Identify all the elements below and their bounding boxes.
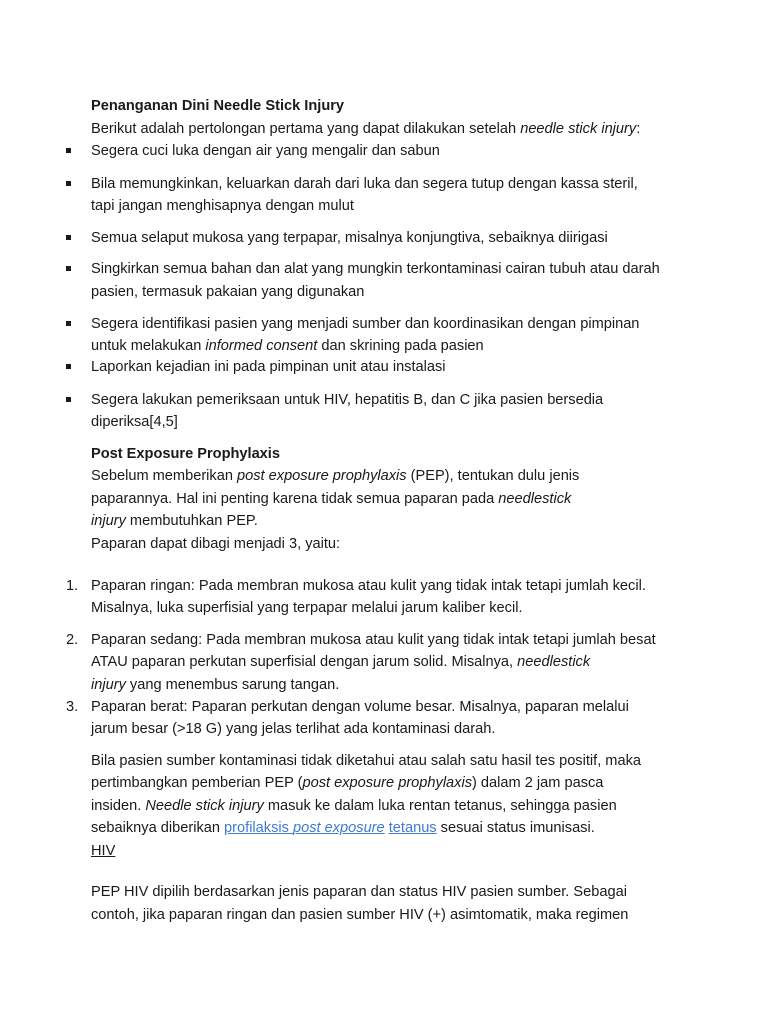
bullet-item-line: tapi jangan menghisapnya dengan mulut: [91, 198, 354, 214]
bullet-item: Laporkan kejadian ini pada pimpinan unit atau instalasi: [91, 359, 446, 375]
list-number: 1.: [66, 578, 79, 594]
tetanus-link[interactable]: tetanus: [388, 820, 437, 836]
pep-paragraph-line: Sebelum memberikan post exposure prophylaxis (PEP), tentukan dulu jenis: [91, 468, 580, 484]
hiv-heading-link[interactable]: HIV: [91, 843, 116, 859]
bullet-item-line: diperiksa[4,5]: [91, 414, 178, 430]
numbered-item-line: injury yang menembus sarung tangan.: [91, 677, 340, 693]
pep-intro-list: Paparan dapat dibagi menjadi 3, yaitu:: [91, 536, 341, 552]
paragraph-line: insiden. Needle stick injury masuk ke dalam luka rentan tetanus, sehingga pasien: [91, 798, 617, 814]
paragraph-line: sebaiknya diberikan profilaksis post exposure tetanus sesuai status imunisasi.: [91, 820, 595, 836]
pep-paragraph-line: paparannya. Hal ini penting karena tidak semua paparan pada needlestick: [91, 491, 572, 507]
numbered-item-line: Paparan berat: Paparan perkutan dengan volume besar. Misalnya, paparan melalui: [91, 699, 629, 715]
bullet-item-line: Singkirkan semua bahan dan alat yang mungkin terkontaminasi cairan tubuh atau darah: [91, 261, 660, 277]
bullet-icon: [66, 142, 74, 160]
bullet-item-line: Bila memungkinkan, keluarkan darah dari luka dan segera tutup dengan kassa steril,: [91, 176, 638, 192]
bullet-icon: [66, 260, 74, 278]
numbered-item-line: jarum besar (>18 G) yang jelas terlihat ada kontaminasi darah.: [91, 721, 496, 737]
paragraph-line: contoh, jika paparan ringan dan pasien sumber HIV (+) asimtomatik, maka regimen: [91, 907, 629, 923]
paragraph-line: pertimbangkan pemberian PEP (post exposure prophylaxis) dalam 2 jam pasca: [91, 775, 604, 791]
bullet-icon: [66, 391, 74, 409]
paragraph-line: PEP HIV dipilih berdasarkan jenis paparan dan status HIV pasien sumber. Sebagai: [91, 884, 627, 900]
section-title-penanganan: Penanganan Dini Needle Stick Injury: [91, 98, 345, 114]
section-title-pep: Post Exposure Prophylaxis: [91, 446, 280, 462]
numbered-item-line: ATAU paparan perkutan superfisial dengan jarum solid. Misalnya, needlestick: [91, 654, 591, 670]
numbered-item-line: Misalnya, luka superfisial yang terpapar melalui jarum kaliber kecil.: [91, 600, 523, 616]
bullet-icon: [66, 229, 74, 247]
bullet-item-line: pasien, termasuk pakaian yang digunakan: [91, 284, 365, 300]
pep-paragraph-line: injury membutuhkan PEP.: [91, 513, 258, 529]
bullet-icon: [66, 175, 74, 193]
bullet-icon: [66, 315, 74, 333]
bullet-item-line: Segera identifikasi pasien yang menjadi sumber dan koordinasikan dengan pimpinan: [91, 316, 640, 332]
bullet-item: Segera cuci luka dengan air yang mengalir dan sabun: [91, 143, 440, 159]
bullet-item-line: untuk melakukan informed consent dan skrining pada pasien: [91, 338, 484, 354]
bullet-item-line: Segera lakukan pemeriksaan untuk HIV, hepatitis B, dan C jika pasien bersedia: [91, 392, 604, 408]
profilaksis-link[interactable]: profilaksis post exposure: [224, 820, 385, 836]
bullet-item: Semua selaput mukosa yang terpapar, misalnya konjungtiva, sebaiknya diirigasi: [91, 230, 608, 246]
numbered-item-line: Paparan ringan: Pada membran mukosa atau kulit yang tidak intak tetapi jumlah kecil.: [91, 578, 646, 594]
numbered-item-line: Paparan sedang: Pada membran mukosa atau kulit yang tidak intak tetapi jumlah besat: [91, 632, 656, 648]
paragraph-line: Bila pasien sumber kontaminasi tidak diketahui atau salah satu hasil tes positif, maka: [91, 753, 641, 769]
list-number: 2.: [66, 632, 79, 648]
intro-paragraph: Berikut adalah pertolongan pertama yang dapat dilakukan setelah needle stick injury:: [91, 121, 641, 137]
list-number: 3.: [66, 699, 79, 715]
bullet-icon: [66, 358, 74, 376]
